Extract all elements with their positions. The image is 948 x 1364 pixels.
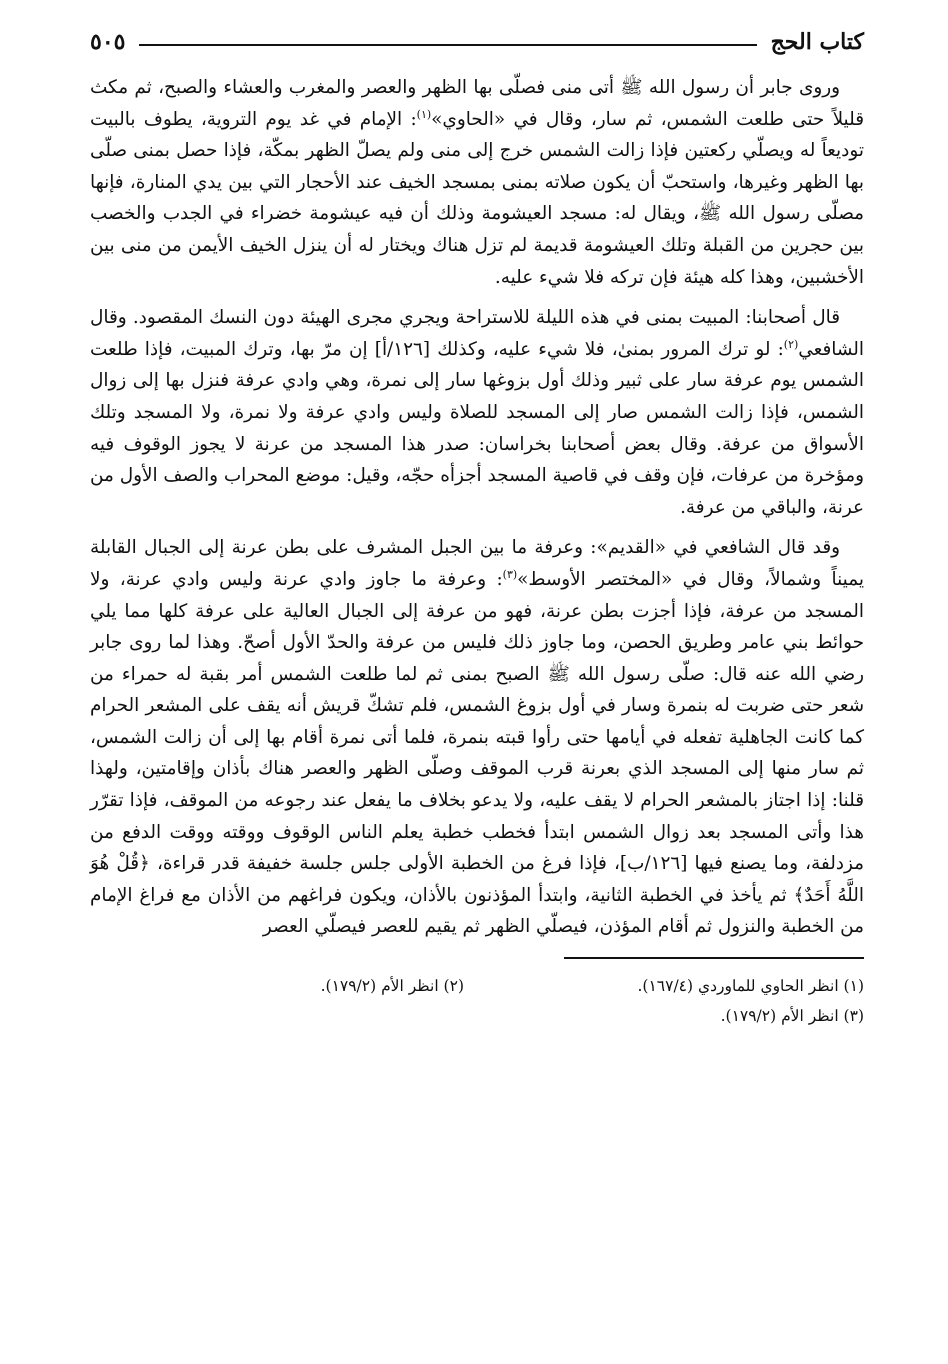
body-text bbox=[90, 72, 864, 943]
paragraph-2-text-a: قال أصحابنا: المبيت بمنى في هذه الليلة للاستراحة ويجري مجرى الهيئة دون النسك المقصود. وقال الشافعي bbox=[90, 307, 865, 360]
paragraph-1-text-a: وروى جابر أن رسول الله ﷺ أتى منى فصلّى بها الظهر والعصر والمغرب والعشاء والصبح، ثم مكث قليلاً حتى طلعت الشمس، ثم سار، وقال في «الحاوي» bbox=[90, 77, 864, 130]
page-number: ٥٠٥ bbox=[90, 29, 126, 55]
footnotes bbox=[90, 971, 864, 1031]
footnote-ref-3: (٣) bbox=[502, 567, 518, 581]
footnote-row-1 bbox=[90, 971, 864, 1001]
footnote-2: (٢) انظر الأم (١٧٩/٢). bbox=[320, 976, 464, 995]
paragraph-2 bbox=[90, 302, 864, 523]
footnote-1: (١) انظر الحاوي للماوردي (١٦٧/٤). bbox=[637, 976, 864, 995]
footnote-ref-2: (٢) bbox=[783, 337, 799, 351]
footnote-ref-1: (١) bbox=[416, 107, 432, 121]
paragraph-1-text-b: : الإمام في غد يوم التروية، يطوف بالبيت توديعاً له ويصلّي ركعتين فإذا زالت الشمس خرج إلى منى ولم يصلّ الظهر بمكّة، فإذا حصل بمنى صلّى بها الظهر وغيرها، واستحبّ أن يكون صلاته بمنى بمسجد الخيف عند الأحجار التي بين يدي المنارة، فإنها مصلّى رسول الله ﷺ، ويقال له: مسجد العيشومة وذلك أن فيه عيشومة خضراء في الجدب والخصب بين حجرين من القبلة وتلك العيشومة قديمة لم تزل هناك ويختار له أن ينزل الخيف الأيمن من منى بين الأخشبين، وهذا كله هيئة فإن تركه فلا شيء عليه. bbox=[90, 108, 864, 288]
running-header bbox=[90, 22, 864, 62]
book-page bbox=[90, 22, 864, 1342]
paragraph-1 bbox=[90, 72, 864, 293]
paragraph-3 bbox=[90, 532, 864, 943]
header-rule bbox=[139, 44, 756, 46]
footnote-3: (٣) انظر الأم (١٧٩/٢). bbox=[720, 1006, 864, 1025]
paragraph-2-text-b: : لو ترك المرور بمنىٰ، فلا شيء عليه، وكذلك [١٢٦/أ] إن مرّ بها، وترك المبيت، فإذا طلعت الشمس يوم عرفة سار على ثبير وذلك أول بزوغها سار إلى نمرة، وهي وادي عرفة فنزل بها إلى زوال الشمس، فإذا زالت الشمس صار إلى المسجد للصلاة وليس وادي عرفة ولا نمرة، ولا المسجد وتلك الأسواق من عرفة. وقال بعض أصحابنا بخراسان: صدر هذا المسجد من عرنة لا يجوز الوقوف فيه ومؤخرة من عرفات، فإن وقف في قاصية المسجد أجزأه حجّه، وقيل: موضع المحراب والصف الأول من عرنة، والباقي من عرفة. bbox=[90, 338, 864, 518]
paragraph-3-text-a: وقد قال الشافعي في «القديم»: وعرفة ما بين الجبل المشرف على بطن عرنة إلى الجبال القابلة يميناً وشمالاً، وقال في «المختصر الأوسط» bbox=[90, 537, 864, 590]
book-title: كتاب الحج bbox=[770, 29, 864, 55]
footnote-rule bbox=[564, 957, 864, 959]
paragraph-3-text-b: : وعرفة ما جاوز وادي عرنة وليس وادي عرنة، ولا المسجد من عرفة، فإذا أجزت بطن عرنة، فهو من عرفة إلى الجبال العالية على عرفة كلها مما يلي حوائط بني عامر وطريق الحصن، وما جاوز ذلك فليس من عرفة والحدّ الأول أصحّ. وهذا لما روى جابر رضي الله عنه قال: صلّى رسول الله ﷺ الصبح بمنى ثم لما طلعت الشمس أمر بقبة له حمراء من شعر حتى ضربت له بنمرة وسار في أول بزوغ الشمس، فلم تشكّ قريش أنه يقف على المشعر الحرام كما كانت الجاهلية تفعله في أيامها حتى رأوا قبته بنمرة، فلما أتى نمرة أقام بها إلى أن زالت الشمس، ثم سار منها إلى المسجد الذي بعرنة قرب الموقف وصلّى الظهر والعصر هناك بأذان وإقامتين، ولهذا قلنا: إذا اجتاز بالمشعر الحرام لا يقف عليه، ولا يدعو بخلاف ما يفعل عند رجوعه من الموقف، فإذا تقرّر هذا وأتى المسجد بعد زوال الشمس ابتدأ فخطب خطبة يعلم الناس الوقوف ووقته ووقت الدفع من مزدلفة، وما يصنع فيها [١٢٦/ب]، فإذا فرغ من الخطبة الأولى جلس جلسة خفيفة قدر قراءة، ﴿قُلْ هُوَ اللَّهُ أَحَدٌ﴾ ثم يأخذ في الخطبة الثانية، وابتدأ المؤذنون بالأذان، ويكون فراغهم من الأذان مع فراغ الإمام من الخطبة والنزول ثم أقام المؤذن، فيصلّي الظهر ثم يقيم للعصر فيصلّي العصر bbox=[90, 568, 864, 938]
footnote-row-2 bbox=[90, 1001, 864, 1031]
